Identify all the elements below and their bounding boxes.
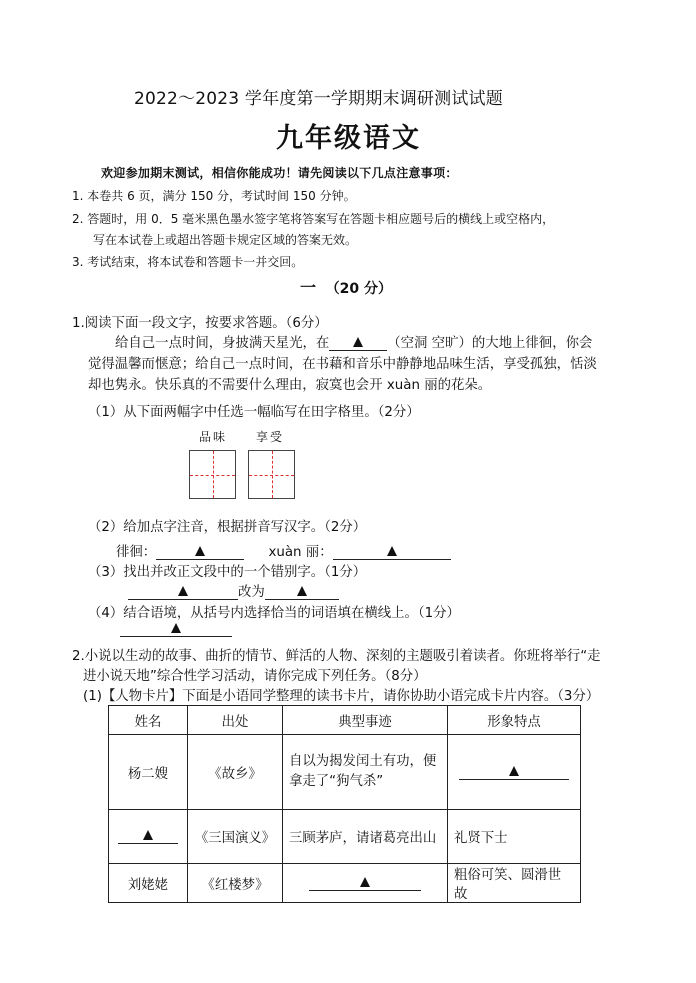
character-card-table xyxy=(108,705,581,903)
cell-name-blank[interactable] xyxy=(109,810,188,864)
notice-item-2: 2. 答题时，用 0．5 毫米黑色墨水签字笔将答案写在答题卡相应题号后的横线上或空格内， xyxy=(72,212,555,226)
answer-blank[interactable] xyxy=(118,829,178,844)
col-header-source: 出处 xyxy=(188,706,283,735)
notice-intro: 欢迎参加期末测试，相信你能成功！请先阅读以下几点注意事项： xyxy=(101,166,458,180)
q1-passage-line-1: 给自己一点时间，身披满天星光，在 （空洞 空旷）的大地上徘徊，你会 xyxy=(115,336,593,351)
cell-trait: 礼贤下士 xyxy=(448,810,581,864)
cell-deed-blank[interactable] xyxy=(283,864,448,903)
tianzige-grid-1[interactable] xyxy=(189,450,236,499)
subject-title: 九年级语文 xyxy=(276,123,421,154)
triangle-icon xyxy=(360,877,370,887)
tianzige-grid-2[interactable] xyxy=(248,450,295,499)
q1-sub1: （1）从下面两幅字中任选一幅临写在田字格里。（2分） xyxy=(88,405,420,420)
triangle-icon xyxy=(143,830,153,840)
col-header-deed: 典型事迹 xyxy=(283,706,448,735)
answer-blank[interactable] xyxy=(120,622,232,637)
cell-name: 刘姥姥 xyxy=(109,864,188,903)
answer-blank[interactable] xyxy=(309,876,421,891)
cell-source: 《三国演义》 xyxy=(188,810,283,864)
q1-sub3-answer: 改为 xyxy=(128,581,339,600)
cell-deed: 三顾茅庐，请诸葛亮出山 xyxy=(283,810,448,864)
q2-stem-line-2: 进小说天地”综合性学习活动，请你完成下列任务。（8分） xyxy=(83,669,427,684)
answer-blank[interactable] xyxy=(329,336,387,351)
col-header-trait: 形象特点 xyxy=(448,706,581,735)
q1-passage-line-2: 觉得温馨而惬意；给自己一点时间，在书藉和音乐中静静地品味生活，享受孤独，恬淡 xyxy=(88,357,597,372)
section-number: 一 xyxy=(300,278,317,297)
answer-blank[interactable] xyxy=(128,585,238,600)
table-row xyxy=(109,864,581,903)
table-row xyxy=(109,810,581,864)
cell-trait-blank[interactable] xyxy=(448,735,581,810)
exam-title: 2022～2023 学年度第一学期期末调研测试试题 xyxy=(134,89,503,109)
cell-source: 《故乡》 xyxy=(188,735,283,810)
section-score: （20 分） xyxy=(325,281,392,297)
triangle-icon xyxy=(509,766,519,776)
triangle-icon xyxy=(171,623,181,633)
calligraphy-sample-2: 享受 xyxy=(256,430,285,444)
q1-sub4-answer xyxy=(120,622,232,637)
q1-sub3: （3）找出并改正文段中的一个错别字。（1分） xyxy=(88,565,367,580)
table-header-row xyxy=(109,706,581,735)
answer-blank[interactable] xyxy=(156,545,244,560)
triangle-icon xyxy=(297,586,307,596)
notice-item-2-cont: 写在本试卷上或超出答题卡规定区域的答案无效。 xyxy=(93,233,358,247)
answer-blank[interactable] xyxy=(459,765,569,780)
cell-trait: 粗俗可笑、圆滑世故 xyxy=(448,864,581,903)
answer-blank[interactable] xyxy=(265,585,339,600)
q2-stem-line-1: 2.小说以生动的故事、曲折的情节、鲜活的人物、深刻的主题吸引着读者。你班将举行“走 xyxy=(72,649,601,664)
calligraphy-sample-1: 品味 xyxy=(199,430,228,444)
notice-item-3: 3. 考试结束，将本试卷和答题卡一并交回。 xyxy=(72,255,304,269)
cell-source: 《红楼梦》 xyxy=(188,864,283,903)
triangle-icon xyxy=(178,586,188,596)
cell-name: 杨二嫂 xyxy=(109,735,188,810)
q1-sub4: （4）结合语境，从括号内选择恰当的词语填在横线上。（1分） xyxy=(88,606,460,621)
triangle-icon xyxy=(353,337,363,347)
q1-stem: 1.阅读下面一段文字，按要求答题。（6分） xyxy=(72,316,328,331)
q1-sub2-answers: 徘徊： xuàn 丽： xyxy=(116,541,451,560)
q1-sub2: （2）给加点字注音，根据拼音写汉字。（2分） xyxy=(88,520,367,535)
notice-item-1: 1. 本卷共 6 页，满分 150 分，考试时间 150 分钟。 xyxy=(72,189,356,203)
answer-blank[interactable] xyxy=(333,545,451,560)
section-heading xyxy=(300,275,392,298)
table-row xyxy=(109,735,581,810)
col-header-name: 姓名 xyxy=(109,706,188,735)
q1-passage-line-3: 却也隽永。快乐真的不需要什么理由，寂寞也会开 xuàn 丽的花朵。 xyxy=(88,378,492,393)
triangle-icon xyxy=(387,546,397,556)
q2-sub1: (1)【人物卡片】下面是小语同学整理的读书卡片，请你协助小语完成卡片内容。（3分） xyxy=(83,689,600,704)
triangle-icon xyxy=(195,546,205,556)
cell-deed: 自以为揭发闰土有功，便拿走了“狗气杀” xyxy=(283,735,448,810)
